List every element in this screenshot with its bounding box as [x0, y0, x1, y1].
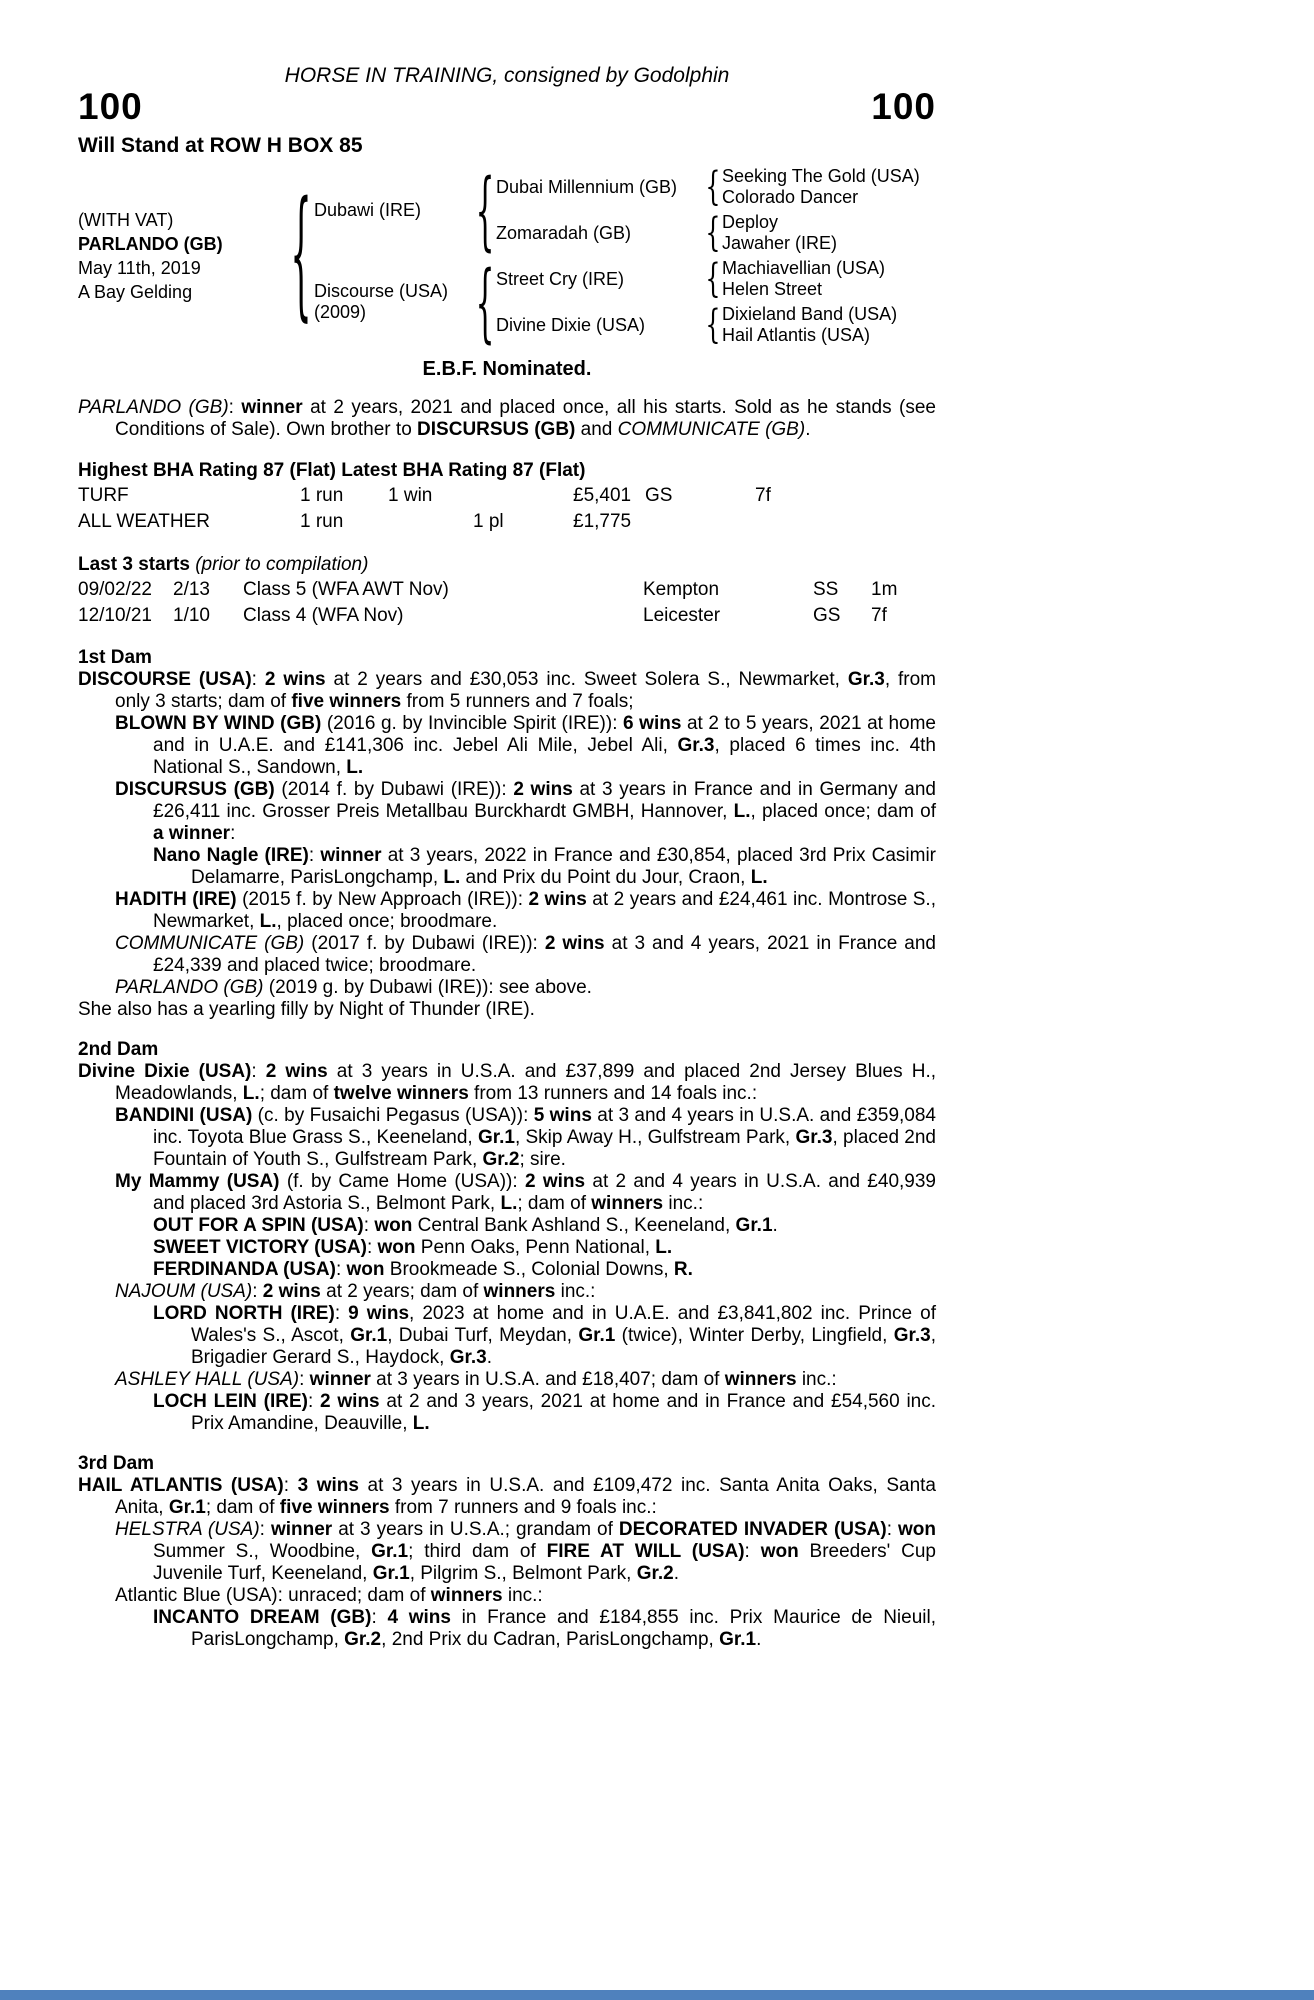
ebf-nominated-note: E.B.F. Nominated.: [422, 358, 592, 380]
start-row: [78, 603, 936, 629]
start-race: Class 4 (WFA Nov): [243, 605, 404, 626]
grandparent-name: Dubai Millennium (GB): [496, 176, 678, 197]
start-course: Leicester: [643, 605, 721, 626]
highest-rating-value: 87 (Flat): [263, 460, 336, 481]
race-record-row: [78, 483, 936, 509]
places-cell: [473, 483, 573, 509]
pedigree-paragraph: BLOWN BY WIND (GB) (2016 g. by Invincible Spirit (IRE)): 6 wins at 2 to 5 years, 2021 at home and in U.A.E. and £141,306 inc. Jebel Ali Mile, Jebel Ali, Gr.3, placed 6 times inc. 4th National S., Sandown, L.: [115, 713, 937, 778]
lot-number-row: [78, 88, 936, 126]
pedigree-paragraph: HADITH (IRE) (2015 f. by New Approach (IRE)): 2 wins at 2 years and £24,461 inc. Montrose S., Newmarket, L., placed once; broodmare.: [115, 889, 936, 932]
start-course: Kempton: [643, 579, 720, 600]
earnings-cell: £1,775: [573, 511, 632, 532]
going-cell: GS: [645, 485, 673, 506]
last-starts-table: [78, 577, 936, 629]
great-grandparent-name: Seeking The Gold (USA): [722, 166, 920, 186]
third-dam-section: [78, 1453, 936, 1651]
pedigree-paragraph: COMMUNICATE (GB) (2017 f. by Dubawi (IRE)): 2 wins at 3 and 4 years, 2021 in France and £24,339 and placed twice; broodmare.: [115, 933, 936, 976]
distance-cell: [755, 509, 936, 535]
pedigree-paragraph: My Mammy (USA) (f. by Came Home (USA)): 2 wins at 2 and 4 years in U.S.A. and £40,939 and placed 3rd Astoria S., Belmont Park, L.; dam of winners inc.:: [115, 1171, 936, 1214]
vat-note: (WITH VAT): [78, 209, 174, 230]
pedigree-paragraph: DISCURSUS (GB) (2014 f. by Dubawi (IRE)): 2 wins at 3 years in France and in Germany and £26,411 inc. Grosser Preis Metallbau Burckhardt GMBH, Hannover, L., placed once; dam of a winner:: [115, 779, 937, 844]
granddam-branch: Divine Dixie (USA) { Dixieland Band (USA) Hail Atlantis (USA): [496, 302, 898, 348]
grandsire-branch: Dubai Millennium (GB) { Seeking The Gold (USA) Colorado Dancer: [496, 164, 920, 210]
grandsire-branch: Street Cry (IRE) { Machiavellian (USA) Helen Street: [496, 256, 886, 302]
runs-cell: 1 run: [300, 511, 344, 532]
surface-cell: TURF: [78, 485, 129, 506]
pedigree-paragraph: HELSTRA (USA): winner at 3 years in U.S.A.; grandam of DECORATED INVADER (USA): won Summer S., Woodbine, Gr.1; third dam of FIRE AT WILL (USA): won Breeders' Cup Juvenile Turf, Keeneland, Gr.1, Pilgrim S., Belmont Park, Gr.2.: [115, 1519, 937, 1584]
dam-year: (2009): [314, 302, 367, 322]
great-grandparent-name: Colorado Dancer: [722, 187, 859, 207]
pedigree-paragraph: NAJOUM (USA): 2 wins at 2 years; dam of winners inc.:: [115, 1281, 596, 1302]
distance-cell: 7f: [755, 485, 771, 506]
start-race: Class 5 (WFA AWT Nov): [243, 579, 449, 600]
intro-paragraph: PARLANDO (GB): winner at 2 years, 2021 and placed once, all his starts. Sold as he stands (see Conditions of Sale). Own brother to DISCURSUS (GB) and COMMUNICATE (GB).: [78, 397, 936, 440]
catalogue-content: [78, 0, 936, 1651]
start-date: 12/10/21: [78, 605, 152, 626]
start-position: 2/13: [173, 579, 210, 600]
going-cell: [645, 509, 755, 535]
pedigree-paragraph: Divine Dixie (USA): 2 wins at 3 years in U.S.A. and £37,899 and placed 2nd Jersey Blues H., Meadowlands, L.; dam of twelve winners from 13 runners and 14 foals inc.:: [78, 1061, 936, 1104]
stand-location: Will Stand at ROW H BOX 85: [78, 134, 363, 157]
second-dam-section: [78, 1039, 936, 1435]
pedigree-table: (WITH VAT) PARLANDO (GB) May 11th, 2019 A Bay Gelding { Dubawi (IRE) { Dubai Millennium (GB) { Seeking The Gold (USA) Colorado Dancer Zomaradah (GB) { Deploy Jawaher (IRE) Discourse (USA) (2009) { Street Cry (IRE) { Machiavellian (USA) Helen Street Divine Dixie (USA) { Dixieland Band (USA) Hail Atlantis (USA): [78, 160, 920, 352]
surface-cell: ALL WEATHER: [78, 511, 210, 532]
start-position: 1/10: [173, 605, 210, 626]
wins-cell: 1 win: [388, 485, 433, 506]
start-going: SS: [813, 579, 839, 600]
pedigree-paragraph: DISCOURSE (USA): 2 wins at 2 years and £30,053 inc. Sweet Solera S., Newmarket, Gr.3, from only 3 starts; dam of five winners from 5 runners and 7 foals;: [78, 669, 937, 712]
section-heading: 1st Dam: [78, 647, 152, 668]
footer-bar: [0, 1990, 1314, 2000]
lot-number-left: 100: [78, 86, 143, 127]
section-heading: 2nd Dam: [78, 1039, 159, 1060]
start-distance: 7f: [871, 605, 887, 626]
pedigree-paragraph: Nano Nagle (IRE): winner at 3 years, 2022 in France and £30,854, placed 3rd Prix Casimir Delamarre, ParisLongchamp, L. and Prix du Point du Jour, Craon, L.: [153, 845, 937, 888]
earnings-cell: £5,401: [573, 485, 632, 506]
pedigree-paragraph: Atlantic Blue (USA): unraced; dam of winners inc.:: [115, 1585, 543, 1606]
pedigree-paragraph: FERDINANDA (USA): won Brookmeade S., Colonial Downs, R.: [153, 1259, 693, 1280]
start-row: [78, 577, 936, 603]
horse-description: A Bay Gelding: [78, 281, 193, 302]
great-grandparent-name: Deploy: [722, 212, 779, 232]
race-record-table: [78, 483, 936, 535]
pedigree-paragraph: PARLANDO (GB) (2019 g. by Dubawi (IRE)): see above.: [115, 977, 592, 998]
start-date: 09/02/22: [78, 579, 152, 600]
pedigree-tree: [314, 160, 920, 352]
pedigree-paragraph: ASHLEY HALL (USA): winner at 3 years in U.S.A. and £18,407; dam of winners inc.:: [115, 1369, 837, 1390]
great-grandparent-name: Jawaher (IRE): [722, 233, 838, 253]
horse-name: PARLANDO (GB): [78, 233, 223, 254]
start-distance: 1m: [871, 579, 898, 600]
pedigree-paragraph: LORD NORTH (IRE): 9 wins, 2023 at home and in U.A.E. and £3,841,802 inc. Prince of Wales's S., Ascot, Gr.1, Dubai Turf, Meydan, Gr.1 (twice), Winter Derby, Lingfield, Gr.3, Brigadier Gerard S., Haydock, Gr.3.: [153, 1303, 936, 1368]
pedigree-paragraph: SWEET VICTORY (USA): won Penn Oaks, Penn National, L.: [153, 1237, 673, 1258]
pedigree-paragraph: OUT FOR A SPIN (USA): won Central Bank Ashland S., Keeneland, Gr.1.: [153, 1215, 778, 1236]
great-grandparent-name: Machiavellian (USA): [722, 258, 886, 278]
great-grandparent-name: Helen Street: [722, 279, 823, 299]
latest-rating-value: 87 (Flat): [512, 460, 586, 481]
horse-details: [78, 210, 288, 303]
latest-rating-label: Latest BHA Rating: [341, 460, 508, 481]
great-grandparent-name: Hail Atlantis (USA): [722, 325, 871, 345]
grandparent-name: Zomaradah (GB): [496, 222, 632, 243]
sire-branch: Dubawi (IRE) { Dubai Millennium (GB) { Seeking The Gold (USA) Colorado Dancer Zomaradah (GB) { Deploy Jawaher (IRE): [314, 160, 920, 260]
consignor-line: HORSE IN TRAINING, consigned by Godolphin: [284, 64, 730, 87]
lot-number-right: 100: [871, 86, 936, 127]
pedigree-paragraph: LOCH LEIN (IRE): 2 wins at 2 and 3 years, 2021 at home and in France and £54,560 inc. Prix Amandine, Deauville, L.: [153, 1391, 937, 1434]
highest-rating-label: Highest BHA Rating: [78, 460, 258, 481]
dam-name: Discourse (USA): [314, 281, 449, 301]
race-record-row: [78, 509, 936, 535]
pedigree-paragraph: BANDINI (USA) (c. by Fusaichi Pegasus (USA)): 5 wins at 3 and 4 years in U.S.A. and £359,084 inc. Toyota Blue Grass S., Keeneland, Gr.1, Skip Away H., Gulfstream Park, Gr.3, placed 2nd Fountain of Youth S., Gulfstream Park, Gr.2; sire.: [115, 1105, 936, 1170]
sire-name: Dubawi (IRE): [314, 199, 422, 220]
pedigree-paragraph: She also has a yearling filly by Night of Thunder (IRE).: [78, 999, 535, 1020]
bha-rating-heading: [78, 459, 936, 483]
granddam-branch: Zomaradah (GB) { Deploy Jawaher (IRE): [496, 210, 838, 256]
great-grandparent-name: Dixieland Band (USA): [722, 304, 898, 324]
last-starts-heading: [78, 553, 936, 577]
last-starts-note: (prior to compilation): [195, 554, 369, 575]
grandparent-name: Divine Dixie (USA): [496, 314, 646, 335]
places-cell: 1 pl: [473, 511, 504, 532]
wins-cell: [388, 509, 473, 535]
grandparent-name: Street Cry (IRE): [496, 268, 625, 289]
foal-date: May 11th, 2019: [78, 257, 201, 278]
section-heading: 3rd Dam: [78, 1453, 155, 1474]
dam-branch: Discourse (USA) (2009) { Street Cry (IRE) { Machiavellian (USA) Helen Street Divine Dixie (USA) { Dixieland Band (USA) Hail Atlantis (USA): [314, 252, 898, 352]
dam-name-block: [314, 281, 474, 323]
last-starts-label: Last 3 starts: [78, 554, 190, 575]
first-dam-section: [78, 647, 936, 1021]
pedigree-paragraph: HAIL ATLANTIS (USA): 3 wins at 3 years in U.S.A. and £109,472 inc. Santa Anita Oaks, Santa Anita, Gr.1; dam of five winners from 7 runners and 9 foals inc.:: [78, 1475, 936, 1518]
start-going: GS: [813, 605, 841, 626]
runs-cell: 1 run: [300, 485, 344, 506]
pedigree-paragraph: INCANTO DREAM (GB): 4 wins in France and £184,855 inc. Prix Maurice de Nieuil, ParisLongchamp, Gr.2, 2nd Prix du Cadran, ParisLongchamp, Gr.1.: [153, 1607, 937, 1650]
